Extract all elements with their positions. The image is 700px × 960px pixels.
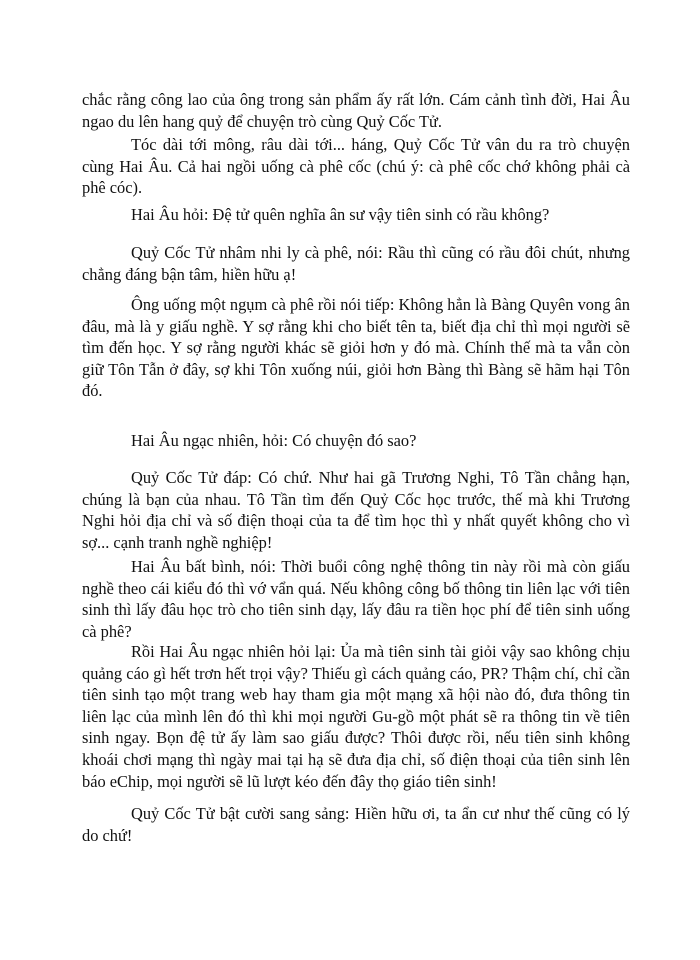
paragraph: Hai Âu bất bình, nói: Thời buổi công nghệ thông tin này rồi mà còn giấu nghề theo cái kiểu đó thì vớ vẩn quá. Nếu không công bố thông tin liên lạc với tiên sinh thì lấy đâu học trò cho tiên sinh dạy, lấy đâu ra tiền học phí để tiên sinh uống cà phê? <box>82 557 630 641</box>
paragraph: Quỷ Cốc Tử đáp: Có chứ. Như hai gã Trương Nghi, Tô Tần chẳng hạn, chúng là bạn của nhau. Tô Tần tìm đến Quỷ Cốc học trước, thế mà khi Trương Nghi hỏi địa chỉ và số điện thoại của ta để tìm học thì y nhất quyết không cho vì sợ... cạnh tranh nghề nghiệp! <box>82 468 630 552</box>
paragraph: Quỷ Cốc Tử bật cười sang sảng: Hiền hữu ơi, ta ẩn cư như thế cũng có lý do chứ! <box>82 804 630 845</box>
paragraph: Tóc dài tới mông, râu dài tới... háng, Quỷ Cốc Tử vân du ra trò chuyện cùng Hai Âu. Cả hai ngồi uống cà phê cốc (chú ý: cà phê cốc chớ không phải cà phê cóc). <box>82 135 630 198</box>
paragraph-continuation: chắc rằng công lao của ông trong sản phẩm ấy rất lớn. Cám cảnh tình đời, Hai Âu ngao du lên hang quỷ để chuyện trò cùng Quỷ Cốc Tử. <box>82 90 630 131</box>
paragraph: Hai Âu ngạc nhiên, hỏi: Có chuyện đó sao? <box>131 431 417 450</box>
paragraph: Hai Âu hỏi: Đệ tử quên nghĩa ân sư vậy tiên sinh có rầu không? <box>131 205 550 224</box>
paragraph: Quỷ Cốc Tử nhâm nhi ly cà phê, nói: Rầu thì cũng có rầu đôi chút, nhưng chẳng đáng bận tâm, hiền hữu ạ! <box>82 243 630 284</box>
paragraph: Ông uống một ngụm cà phê rồi nói tiếp: Không hẳn là Bàng Quyên vong ân đâu, mà là y giấu nghề. Y sợ rằng khi cho biết tên ta, biết địa chỉ thì mọi người sẽ tìm đến học. Y sợ rằng người khác sẽ giỏi hơn y đó mà. Chính thế mà ta vẫn còn giữ Tôn Tẫn ở đây, sợ khi Tôn xuống núi, giỏi hơn Bàng thì Bàng sẽ hãm hại Tôn đó. <box>82 295 630 401</box>
paragraph: Rồi Hai Âu ngạc nhiên hỏi lại: Ủa mà tiên sinh tài giỏi vậy sao không chịu quảng cáo gì hết trơn hết trọi vậy? Thiếu gì cách quảng cáo, PR? Thậm chí, chỉ cần tiên sinh tạo một trang web hay tham gia một mạng xã hội nào đó, đưa thông tin liên lạc của mình lên đó thì khi mọi người Gu-gồ một phát sẽ ra thông tin về tiên sinh ngay. Bọn đệ tử ấy làm sao giấu được? Thôi được rồi, nếu tiên sinh không khoái chơi mạng thì ngày mai tại hạ sẽ đưa địa chỉ, số điện thoại của tiên sinh lên báo eChip, mọi người sẽ lũ lượt kéo đến đây thọ giáo tiên sinh! <box>82 642 630 791</box>
